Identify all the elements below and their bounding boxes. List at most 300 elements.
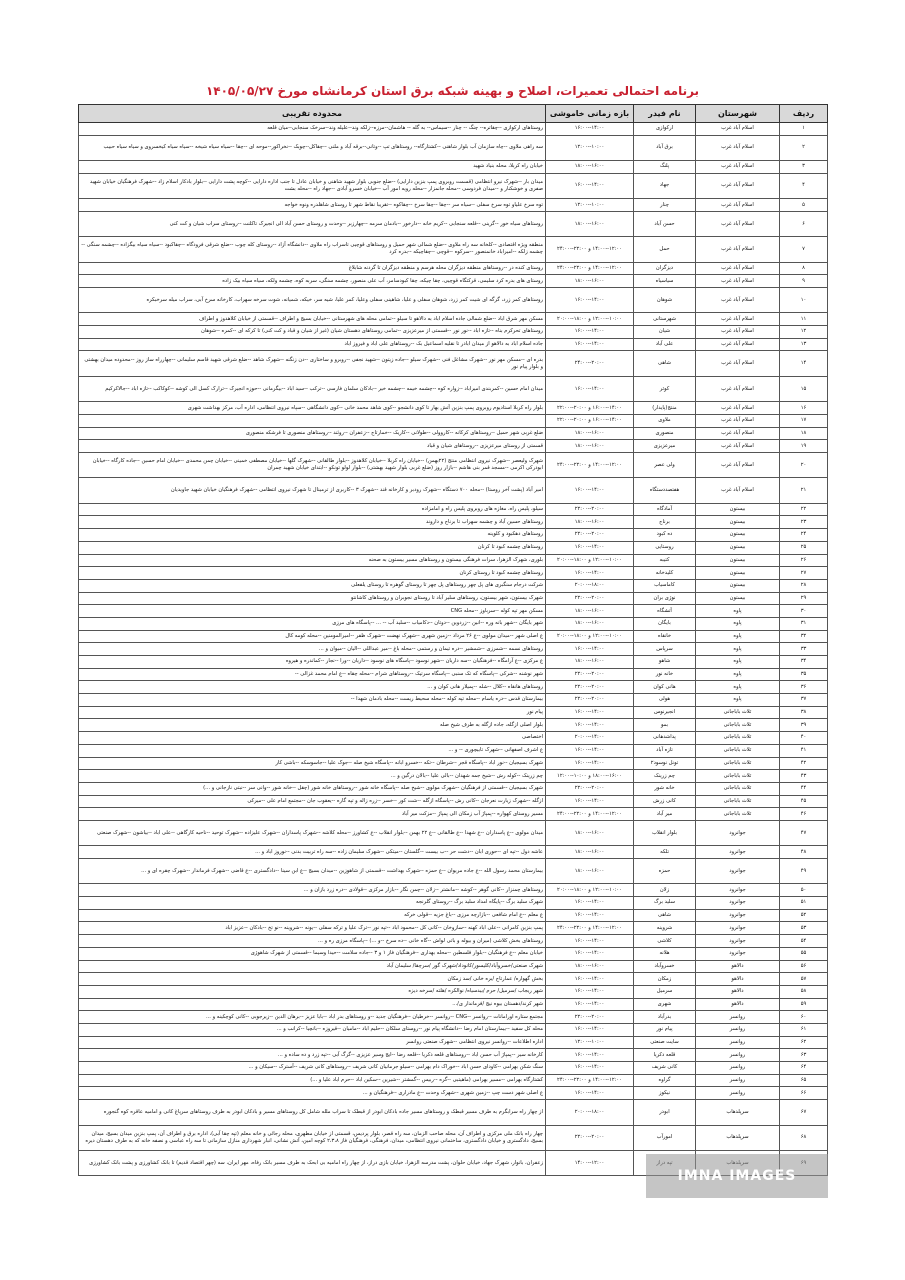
cell-area: خیابان راه کربلا، محله بنیاد شهید [79, 161, 546, 174]
cell-feeder: بلوار انقلاب [634, 820, 696, 845]
cell-radif: ۲۹ [780, 592, 828, 605]
cell-radif: ۳۴ [780, 656, 828, 669]
cell-radif: ۲۰ [780, 452, 828, 477]
cell-time: ۱۲:۰۰--۱۴:۰۰ و ۲۲:۰۰--۲۴:۰۰ [546, 262, 634, 275]
table-row [79, 567, 828, 580]
cell-city: اسلام آباد غرب [696, 452, 780, 477]
cell-area: سه راهی ملاوی --چاه سازمان آب بلوار شاهنی --کشتارگاه-- روستاهای تپ --وتانی--برقه آباد و ملنی --چقاکل--چوبک --نخراکور--موحه ای --چقا --سیاه سیاه شیخه --سیاه سیاه کیخسروی و سیاه سیاه حبیب [79, 135, 546, 160]
table-row [79, 516, 828, 529]
cell-area: شهر نوشنه --شرکی --پاسگاه که تک سنبی --پاسگاه سرتیک --روستاهای شرام --محله چقاه --ع امام محمد غزالی -- [79, 668, 546, 681]
table-row [79, 478, 828, 503]
cell-area: مسیر روستای کهواره --پمپاژ آب زمکان الی پمپاژ --مزکت میر آباد [79, 808, 546, 821]
cell-feeder: تلکه [634, 846, 696, 859]
cell-city: روانسر [696, 1036, 780, 1049]
cell-radif: ۵۸ [780, 985, 828, 998]
cell-radif: ۵۵ [780, 947, 828, 960]
table-row [79, 579, 828, 592]
cell-feeder: تازه آباد [634, 744, 696, 757]
table-row [79, 503, 828, 516]
cell-city: جوانرود [696, 935, 780, 948]
cell-area: روستاهای چمنزار --کانی گوهر --کوشه --مانشتر --زلان --چمن نگار --بازار مرکزی --قولادی --دره زرد بازان و ... [79, 884, 546, 897]
cell-area: شهر ریجاب /سرمیل/ حرم /بیدسیاه/ نوالکره /هلته /سرخه دیزه [79, 985, 546, 998]
table-row [79, 694, 828, 707]
cell-time: ۲۰:۰۰--۲۲:۰۰ [546, 592, 634, 605]
table-row [79, 135, 828, 160]
cell-feeder: امورآب [634, 1125, 696, 1150]
cell-time: ۲۰:۰۰--۲۲:۰۰ [546, 681, 634, 694]
header-radif: ردیف [780, 105, 828, 123]
cell-area: امیر آباد (پشت آخر روستا) --محله ۷۰۰ دستگاه --شهرک رودبر و کارخانه قند --شهرک ۳ --کاربری از ترمینال تا شهرک نیروی انتظامی --شهرک فرهنگیان خیابان شهید جاویدیان [79, 478, 546, 503]
cell-radif: ۳۱ [780, 617, 828, 630]
cell-area: شهرک سلید برگ --پایگاه امداد سلید برگ --روستای گلرنجه [79, 897, 546, 910]
cell-area: روستاهای ارکوازی --چقاتره-- چنگ -- چنار --سیماس-- به گله -- هاشمان--مرزه--زلکه وند--علیله وند--سرخک سنجابی--میان قلعه [79, 123, 546, 136]
cell-area: اداره اطلاعات --روانسر نیروی انتظامی --شهرک صنعتی روانسر [79, 1036, 546, 1049]
cell-radif: ۱۴ [780, 351, 828, 376]
cell-radif: ۳۵ [780, 668, 828, 681]
cell-city: بیستون [696, 592, 780, 605]
header-area: محدوده تقریبی [79, 105, 546, 123]
cell-radif: ۵۴ [780, 935, 828, 948]
table-row [79, 909, 828, 922]
cell-area: روستاهای تحرکرم بناه --تازه اباد --نور نور --قسمتی از میرعزیزی --تمامی روستاهای دهستان شیان (غیر از شیان و قباد و کت کنی) تا کرکه ای --کمره --شوهان [79, 326, 546, 339]
cell-time: ۲۰:۰۰--۲۲:۰۰ [546, 694, 634, 707]
cell-radif: ۱۵ [780, 376, 828, 401]
cell-city: روانسر [696, 1074, 780, 1087]
cell-feeder: بمو [634, 719, 696, 732]
table-row [79, 326, 828, 339]
cell-area: محله کل سفید --بیمارستان امام رضا --دانشگاه پیام نور --روستای سلکان --حلیم اباد --مامیان --قیروزه --بانچیا --کرانب و ... [79, 1023, 546, 1036]
cell-city: ثلاث باباجانی [696, 757, 780, 770]
cell-city: پاوه [696, 643, 780, 656]
cell-city: ثلاث باباجانی [696, 732, 780, 745]
cell-feeder: پیام نور [634, 1023, 696, 1036]
table-row [79, 605, 828, 618]
cell-city: اسلام آباد غرب [696, 237, 780, 262]
table-row [79, 123, 828, 136]
cell-time: ۲۰:۰۰--۲۲:۰۰ [546, 668, 634, 681]
cell-feeder: بایگان [634, 617, 696, 630]
cell-radif: ۵۷ [780, 973, 828, 986]
cell-area: عاشه دول --تپه ای --حوری ابان --دشت حر --ب بیست --گلستان --میتکی --شهرک سلیمان زاده --سه راه تربیت بدنی --نوروز اباد و ... [79, 846, 546, 859]
table-row [79, 757, 828, 770]
cell-area: روستاهای بخش کلاشی (میران و بیوله و باتی لواش --گاه خانی --ده سرخ --و ...) --پاسگاه مرزی ره و ... [79, 935, 546, 948]
cell-radif: ۸ [780, 262, 828, 275]
table-row [79, 846, 828, 859]
table-row [79, 719, 828, 732]
cell-time: ۱۴:۰۰--۱۶:۰۰ [546, 719, 634, 732]
cell-area: بلوری، شهرک الزهرا، سرات فرهنگی بیستون و روستاهای مسیر بیستون به صحنه [79, 554, 546, 567]
watermark-logo: IMNA IMAGES [646, 1154, 828, 1198]
cell-area: بخش گهواره/ عمارتاج /بره خانی /سد زمکان [79, 973, 546, 986]
cell-time: ۱۲:۰۰--۱۴:۰۰ و ۲۲:۰۰--۲۴:۰۰ [546, 1074, 634, 1087]
cell-area: شهرک بسیجیان --قسمتی از فرهنگیان --شهرک مولوی --شیخ صله --پاسگاه خانه شور --روستاهای خانه شور (چقل --خانه شور --وانی سر --نبتی نازجانی و ...) [79, 782, 546, 795]
cell-city: ثلاث باباجانی [696, 770, 780, 783]
cell-area: روستاهای کمر زرد، گرگه ای شیت کمر زرد، شوهان سفلی و علیا، شاهینی سفلی وعلیا، کمر علیا، شیه سر، خیکه، شمیانه، شوت سرخه سهراب، کارخانه سرخ آبی، سراب میله سرخبکره [79, 288, 546, 313]
cell-feeder: زلان [634, 884, 696, 897]
cell-radif: ۵۹ [780, 998, 828, 1011]
cell-time: ۱۶:۰۰--۱۸:۰۰ [546, 211, 634, 236]
cell-feeder: هفتصددستگاه [634, 478, 696, 503]
table-row [79, 199, 828, 212]
cell-time: ۱۰:۰۰--۱۲:۰۰ [546, 199, 634, 212]
cell-feeder: زمکان [634, 973, 696, 986]
cell-area: شهرک صنعتی/خسروآباد/کلیسور/کانوداد/شهرک گور /سرچقا/ سلیمان آباد [79, 960, 546, 973]
cell-feeder: خانه نور [634, 668, 696, 681]
cell-city: پاوه [696, 681, 780, 694]
cell-area: شهرک ولیعصر --شهرک نیروی انتظامی منتج (۲۲بهمن) --خیابان راه کربلا --خیابان کلاهدوز --بلوار طالقانی --شهرک گلها --خیابان مصطفی خمینی --خیابان چمن محمدی --خیابان امام حسین --جاده کارگاه --خیابان ابوذرکی اکرمی --مسجد قمر بنی هاشم --بازار روز (ضلع غربی بلوار شهید بهشتی) --بلوار لولو تونکو --ابتدای خیابان شهید چمران [79, 452, 546, 477]
cell-area: ضلع غربی شهر حمیل --روستاهای کرکانه --کاروولی --طولانی --کاریک --خمارتاج --زعفران --روئند --روستاهای منصوری تا فرشکه منصوری [79, 427, 546, 440]
cell-time: ۱۴:۰۰--۱۶:۰۰ [546, 326, 634, 339]
cell-radif: ۲ [780, 135, 828, 160]
cell-time: ۱۴:۰۰--۱۶:۰۰ [546, 985, 634, 998]
cell-feeder: میر آباد [634, 808, 696, 821]
cell-city: پاوه [696, 605, 780, 618]
cell-time: ۱۶:۰۰--۱۸:۰۰ [546, 427, 634, 440]
cell-radif: ۴۶ [780, 808, 828, 821]
cell-area: بلوار اصلی ازگله، جاده ازگله به طرف شیخ صله [79, 719, 546, 732]
cell-area: روستاهای حسین آباد و چشمه سهراب تا برناج و داروند [79, 516, 546, 529]
cell-city: پاوه [696, 656, 780, 669]
table-row [79, 808, 828, 821]
cell-feeder: شهری [634, 998, 696, 1011]
cell-city: اسلام آباد غرب [696, 199, 780, 212]
cell-city: بیستون [696, 529, 780, 542]
cell-city: اسلام آباد غرب [696, 338, 780, 351]
cell-city: بیستون [696, 579, 780, 592]
cell-feeder: سلید برگ [634, 897, 696, 910]
cell-radif: ۱۰ [780, 288, 828, 313]
cell-time: ۱۴:۰۰--۱۶:۰۰ [546, 706, 634, 719]
cell-area [79, 414, 546, 427]
table-row [79, 592, 828, 605]
cell-time: ۱۰:۰۰--۱۲:۰۰ و ۱۸:۰۰--۲۰:۰۰ [546, 313, 634, 326]
cell-feeder: خسروآباد [634, 960, 696, 973]
cell-feeder: شاهی [634, 351, 696, 376]
cell-feeder: کتیبه [634, 554, 696, 567]
table-row [79, 440, 828, 453]
cell-city: روانسر [696, 1011, 780, 1024]
cell-feeder: خانقاه [634, 630, 696, 643]
table-row [79, 427, 828, 440]
cell-feeder: انجیرنوس [634, 706, 696, 719]
cell-feeder: دیزگران [634, 262, 696, 275]
cell-radif: ۶۱ [780, 1023, 828, 1036]
cell-time: ۱۲:۰۰--۱۴:۰۰ و ۲۲:۰۰--۲۴:۰۰ [546, 237, 634, 262]
cell-radif: ۲۴ [780, 529, 828, 542]
cell-area: جاده اسلام اباد به دالاهو از میدان اباذر تا نقلیه اسماعیل بک --روستاهای علی اباد و فیروز اباد [79, 338, 546, 351]
cell-area: میدان امام حسین --کمربندی امیراباد --زواره کوه --چشمه خیمه --چشمه خیر --بادکان سلمان فارسی --ترکب --سید اباذ --بیگرمانی --حوزه انجیرک --ترارک کسل الی کوشه --کوکاکب --تازه اباد --جالاکرکیم [79, 376, 546, 401]
cell-time: ۲۰:۰۰--۲۲:۰۰ [546, 1011, 634, 1024]
cell-city: اسلام آباد غرب [696, 402, 780, 415]
table-row [79, 998, 828, 1011]
cell-feeder: هولی [634, 694, 696, 707]
cell-radif: ۵۶ [780, 960, 828, 973]
cell-time: ۱۶:۰۰--۱۸:۰۰ [546, 605, 634, 618]
cell-radif: ۳۷ [780, 694, 828, 707]
table-row [79, 402, 828, 415]
cell-feeder: پلنگ [634, 161, 696, 174]
cell-radif: ۴ [780, 173, 828, 198]
table-row [79, 237, 828, 262]
cell-radif: ۷ [780, 237, 828, 262]
cell-feeder: ملاوی [634, 414, 696, 427]
cell-time: ۱۴:۰۰--۱۶:۰۰ و ۲۰:۰۰--۲۲:۰۰ [546, 414, 634, 427]
cell-time: ۱۴:۰۰--۱۶:۰۰ [546, 1023, 634, 1036]
cell-radif: ۶۰ [780, 1011, 828, 1024]
cell-radif: ۴۵ [780, 795, 828, 808]
cell-area: روستاهای چشمه کبود تا روستای کرنان [79, 567, 546, 580]
table-row [79, 1049, 828, 1062]
cell-radif: ۴۸ [780, 846, 828, 859]
document-title: برنامه احتمالی تعمیرات، اصلاح و بهینه شبکه برق استان کرمانشاه مورخ ۱۴۰۵/۰۵/۲۷ [205, 84, 700, 98]
cell-feeder: چم زرینک [634, 770, 696, 783]
cell-feeder: گراوه [634, 1074, 696, 1087]
table-row [79, 617, 828, 630]
table-row [79, 897, 828, 910]
cell-radif: ۳۶ [780, 681, 828, 694]
cell-area: روستای کنده در --روستاهای منطقه دیزگران محله هرسم و منطقه دیزگران تا گردنه شابلاغ [79, 262, 546, 275]
cell-feeder: روستایی [634, 541, 696, 554]
cell-feeder: حسن آباد [634, 211, 696, 236]
cell-time: ۱۸:۰۰--۲۰:۰۰ [546, 579, 634, 592]
cell-time: ۱۴:۰۰--۱۶:۰۰ [546, 338, 634, 351]
cell-area: چم زرینک --کوله رش --شیخ جمه شهدان --بالی علیا --بالان درگین و ... [79, 770, 546, 783]
cell-city: اسلام آباد غرب [696, 414, 780, 427]
cell-area: بیمارستان محمد رسول الله --ع جاده مریوان --ع حمزه --شهرک بهداشت --قسمتی از شاهوزین --میدان بسیج --ع ابن سینا --دادگستری --ع قاضی --شهرک فرماندار --شهرک چقره ای و ... [79, 859, 546, 884]
cell-area: روستاهای سیاه خور --گرینی --قلعه سنجابی --کریم خانه --دارخور --بادمان سرمه --چهارزبر --وحدت و روستای حسن آباد الی انجیرک تاکلنت --روستای سراب شیان و کت کنی [79, 211, 546, 236]
header-city: شهرستان [696, 105, 780, 123]
cell-time: ۱۶:۰۰--۱۸:۰۰ [546, 161, 634, 174]
table-row [79, 782, 828, 795]
table-row [79, 820, 828, 845]
cell-city: بیستون [696, 516, 780, 529]
cell-city: جوانرود [696, 909, 780, 922]
table-row [79, 1062, 828, 1075]
cell-feeder: پداشدهانی [634, 732, 696, 745]
cell-city: اسلام آباد غرب [696, 478, 780, 503]
cell-city: اسلام آباد غرب [696, 123, 780, 136]
cell-city: پاوه [696, 630, 780, 643]
cell-feeder: علی آباد [634, 338, 696, 351]
cell-time: ۱۲:۰۰--۱۴:۰۰ [546, 1150, 634, 1175]
cell-feeder: کانی زرش [634, 795, 696, 808]
cell-radif: ۶۶ [780, 1087, 828, 1100]
cell-area: سنگ شکن بهرامی --کاودای حسن اباد --خوراک دام بهرامی --سیلو جرمانیان کانی شریف --روستاهای کانی شریف --آسترک --سیکان و ... [79, 1062, 546, 1075]
cell-feeder: سیاسیاه [634, 275, 696, 288]
cell-radif: ۳۳ [780, 643, 828, 656]
cell-radif: ۴۰ [780, 732, 828, 745]
cell-radif: ۳۲ [780, 630, 828, 643]
cell-time: ۱۴:۰۰--۱۶:۰۰ [546, 567, 634, 580]
cell-area: روستاهای هانقاه --کلال --شله --پمیلار هانی کوان و ... [79, 681, 546, 694]
cell-city: اسلام آباد غرب [696, 275, 780, 288]
cell-radif: ۳ [780, 161, 828, 174]
cell-feeder: شهرستانی [634, 313, 696, 326]
outage-schedule-table [78, 104, 828, 1176]
cell-city: اسلام آباد غرب [696, 161, 780, 174]
cell-area: پمپ بنزین کامرانی --علی اباد کهنه --سازوخان --کانی کل --محمود اباد --تپه نور --ترک علیا و ترکه سفلی --یونه --شروینه --نو تخ --بادکان --عزیز اباد [79, 922, 546, 935]
cell-time: ۱۴:۰۰--۱۶:۰۰ [546, 757, 634, 770]
cell-feeder: برناج [634, 516, 696, 529]
cell-time: ۱۶:۰۰--۱۸:۰۰ [546, 617, 634, 630]
cell-radif: ۱۷ [780, 414, 828, 427]
cell-radif: ۶ [780, 211, 828, 236]
cell-city: اسلام آباد غرب [696, 173, 780, 198]
table-row [79, 922, 828, 935]
cell-city: اسلام آباد غرب [696, 262, 780, 275]
cell-radif: ۴۴ [780, 782, 828, 795]
cell-city: اسلام آباد غرب [696, 326, 780, 339]
cell-feeder: کاماسیاب [634, 579, 696, 592]
cell-city: سرپلذهاب [696, 1100, 780, 1125]
cell-feeder: هانی کوان [634, 681, 696, 694]
cell-time: ۱۸:۰۰--۲۰:۰۰ [546, 1100, 634, 1125]
cell-radif: ۲۵ [780, 541, 828, 554]
cell-area: اختصاصی [79, 732, 546, 745]
table-row [79, 681, 828, 694]
cell-time: ۲۰:۰۰--۲۲:۰۰ [546, 782, 634, 795]
cell-area: روستای های بدره کرد سلیمی، قرکتگاه قوچیی، چقا چیکه، چقا کبودسامر، آب علی منصور، چشمه سنگی، سربه کوه، چشمه ولکه، سیاه سیاه بیک زاده [79, 275, 546, 288]
cell-radif: ۴۷ [780, 820, 828, 845]
cell-time: ۲۰:۰۰--۲۲:۰۰ [546, 1125, 634, 1150]
table-row [79, 960, 828, 973]
table-row [79, 1074, 828, 1087]
cell-city: اسلام آباد غرب [696, 376, 780, 401]
cell-city: اسلام آباد غرب [696, 135, 780, 160]
cell-area: ع اصلی شهر دست چپ --زمین شهری --شهرک وحدت --ع مادراری --فرهنگیان و ... [79, 1087, 546, 1100]
cell-area: میدان مولوی --ع پاسداران --ع شهدا --ع طالقانی --ع ۲۲ بهمن --بلوار انقلاب --ع کشاورز --محله کلاشه --شهرک پاسداران --شهرک علیزاده --شهرک توحید --ناحیه کارگاهی --علی اباد --بیاشون --شهرک صنعتی [79, 820, 546, 845]
table-row [79, 452, 828, 477]
table-row [79, 884, 828, 897]
table-row [79, 1087, 828, 1100]
cell-city: ثلاث باباجانی [696, 782, 780, 795]
cell-feeder: ابوذر [634, 1100, 696, 1125]
cell-time: ۱۶:۰۰--۱۸:۰۰ و ۱۰:۰۰--۱۲:۰۰ [546, 770, 634, 783]
cell-area: ع مرکزی --ع آرامگاه --فرهنگیان --سه داریان --شهر نوسود --پاسگاه های نوسود --داریان --ورا --نجار --کماندره و هیروه [79, 656, 546, 669]
cell-feeder: قلعه ذکریا [634, 1049, 696, 1062]
cell-city: جوانرود [696, 820, 780, 845]
table-row [79, 554, 828, 567]
table-row [79, 338, 828, 351]
cell-feeder: شوهان [634, 288, 696, 313]
cell-radif: ۲۸ [780, 579, 828, 592]
cell-radif: ۳۸ [780, 706, 828, 719]
cell-city: پاوه [696, 668, 780, 681]
cell-time: ۱۶:۰۰--۱۸:۰۰ [546, 820, 634, 845]
table-row [79, 1011, 828, 1024]
cell-city: اسلام آباد غرب [696, 211, 780, 236]
cell-city: جوانرود [696, 859, 780, 884]
cell-city: بیستون [696, 503, 780, 516]
cell-feeder: شاهو [634, 656, 696, 669]
cell-feeder: کانی شریف [634, 1062, 696, 1075]
cell-feeder: خانه شور [634, 782, 696, 795]
table-row [79, 288, 828, 313]
cell-area: ع اصلی شهر --میدان مولوی --ع ۲۶ مرداد --زمین شهری --شهرک نهضت --شهرک ظفر --امیرالمومنین --محله کومه کال [79, 630, 546, 643]
cell-time: ۱۴:۰۰--۱۶:۰۰ [546, 1049, 634, 1062]
table-row [79, 161, 828, 174]
cell-radif: ۵۰ [780, 884, 828, 897]
cell-time: ۱۴:۰۰--۱۶:۰۰ [546, 947, 634, 960]
cell-area: روستاهای نسمه --شمرزی --شمشیر --دره تیمان و رستمی --محله باغ --میر عبداللی --الیان --میوان و ... [79, 643, 546, 656]
cell-feeder: سایت صنعتی [634, 1036, 696, 1049]
cell-time: ۱۴:۰۰--۱۶:۰۰ [546, 744, 634, 757]
cell-radif: ۱۱ [780, 313, 828, 326]
table-row [79, 275, 828, 288]
cell-radif: ۶۸ [780, 1125, 828, 1150]
cell-radif: ۱۸ [780, 427, 828, 440]
cell-city: جوانرود [696, 947, 780, 960]
cell-city: سرپلذهاب [696, 1125, 780, 1150]
cell-radif: ۴۹ [780, 859, 828, 884]
cell-city: اسلام آباد غرب [696, 427, 780, 440]
cell-city: روانسر [696, 1049, 780, 1062]
cell-time: ۱۶:۰۰--۱۸:۰۰ [546, 440, 634, 453]
cell-area: مجتمع ستاره اورامانات --روانسر --CNG --روانسر --خرطیان --فرهنگیان جدید --و روستاهای بدر اباد --بابا عزیز --برهان الدین --زیرجوبی --کانی کوچکینه و ... [79, 1011, 546, 1024]
table-row [79, 706, 828, 719]
cell-city: دالاهو [696, 960, 780, 973]
cell-city: ثلاث باباجانی [696, 719, 780, 732]
cell-feeder: شاهی [634, 909, 696, 922]
table-row [79, 630, 828, 643]
table-row [79, 947, 828, 960]
cell-radif: ۲۱ [780, 478, 828, 503]
cell-city: ثلاث باباجانی [696, 744, 780, 757]
cell-city: اسلام آباد غرب [696, 288, 780, 313]
cell-area: پیام نور [79, 706, 546, 719]
cell-radif: ۹ [780, 275, 828, 288]
cell-city: ثلاث باباجانی [696, 808, 780, 821]
cell-time: ۱۴:۰۰--۱۶:۰۰ و ۲۰:۰۰--۲۲:۰۰ [546, 402, 634, 415]
cell-time: ۱۲:۰۰--۱۴:۰۰ و ۲۲:۰۰--۲۴:۰۰ [546, 922, 634, 935]
cell-city: دالاهو [696, 973, 780, 986]
cell-feeder: منصوری [634, 427, 696, 440]
cell-time: ۱۴:۰۰--۱۶:۰۰ [546, 1062, 634, 1075]
cell-area: ع اشرف اصفهانی --شهرک تابیچوری -- و ... [79, 744, 546, 757]
table-row [79, 173, 828, 198]
cell-city: روانسر [696, 1062, 780, 1075]
cell-area: از چهار راه سرابگرم به طرف مسیر قبطک و روستاهای مسیر جاده بادکان ابوذر از قبطک تا سراب ملله شامل کل روستاهای مسیر و بادکان ابوذر به طرف روستاهای سرپاغ کانی و امامیه عاقره کوه گنجوره [79, 1100, 546, 1125]
cell-time: ۱۰:۰۰--۱۲:۰۰ و ۱۸:۰۰--۲۰:۰۰ [546, 554, 634, 567]
table-row [79, 376, 828, 401]
cell-feeder: چنار [634, 199, 696, 212]
cell-time: ۱۴:۰۰--۱۶:۰۰ [546, 376, 634, 401]
cell-radif: ۵ [780, 199, 828, 212]
cell-feeder: کوثر [634, 376, 696, 401]
cell-city: دالاهو [696, 985, 780, 998]
cell-feeder: آتشگاه [634, 605, 696, 618]
cell-city: جوانرود [696, 884, 780, 897]
cell-time: ۱۴:۰۰--۱۶:۰۰ [546, 643, 634, 656]
cell-feeder: منتج(پایدار) [634, 402, 696, 415]
table-row [79, 211, 828, 236]
cell-time: ۱۲:۰۰--۱۴:۰۰ و ۲۲:۰۰--۲۴:۰۰ [546, 808, 634, 821]
cell-radif: ۱۲ [780, 326, 828, 339]
cell-city: بیستون [696, 554, 780, 567]
cell-time: ۱۶:۰۰--۱۸:۰۰ [546, 859, 634, 884]
cell-area: بدره ای --مسکن مهر نور --شهرک مشاغل فنی --شهرک سیلو --جاده زیتون --شهید نجفی --روبرو و ساختاری --دن زنگنه --شهرک شاهد --ضلع شرقی شهید قاسم سلیمانی --چهارراه ساز روز --محدوده میدان بهشتی و بلوار پیام نور [79, 351, 546, 376]
table-row [79, 1036, 828, 1049]
cell-feeder: حمزه [634, 859, 696, 884]
header-feeder: نام فیدر [634, 105, 696, 123]
cell-city: دالاهو [696, 998, 780, 1011]
cell-time: ۱۴:۰۰--۱۶:۰۰ [546, 973, 634, 986]
cell-radif: ۵۱ [780, 897, 828, 910]
table-row [79, 795, 828, 808]
cell-time: ۱۰:۰۰--۱۲:۰۰ و ۱۸:۰۰--۲۰:۰۰ [546, 884, 634, 897]
table-row [79, 744, 828, 757]
cell-time: ۱۴:۰۰--۲۰:۰۰ [546, 732, 634, 745]
